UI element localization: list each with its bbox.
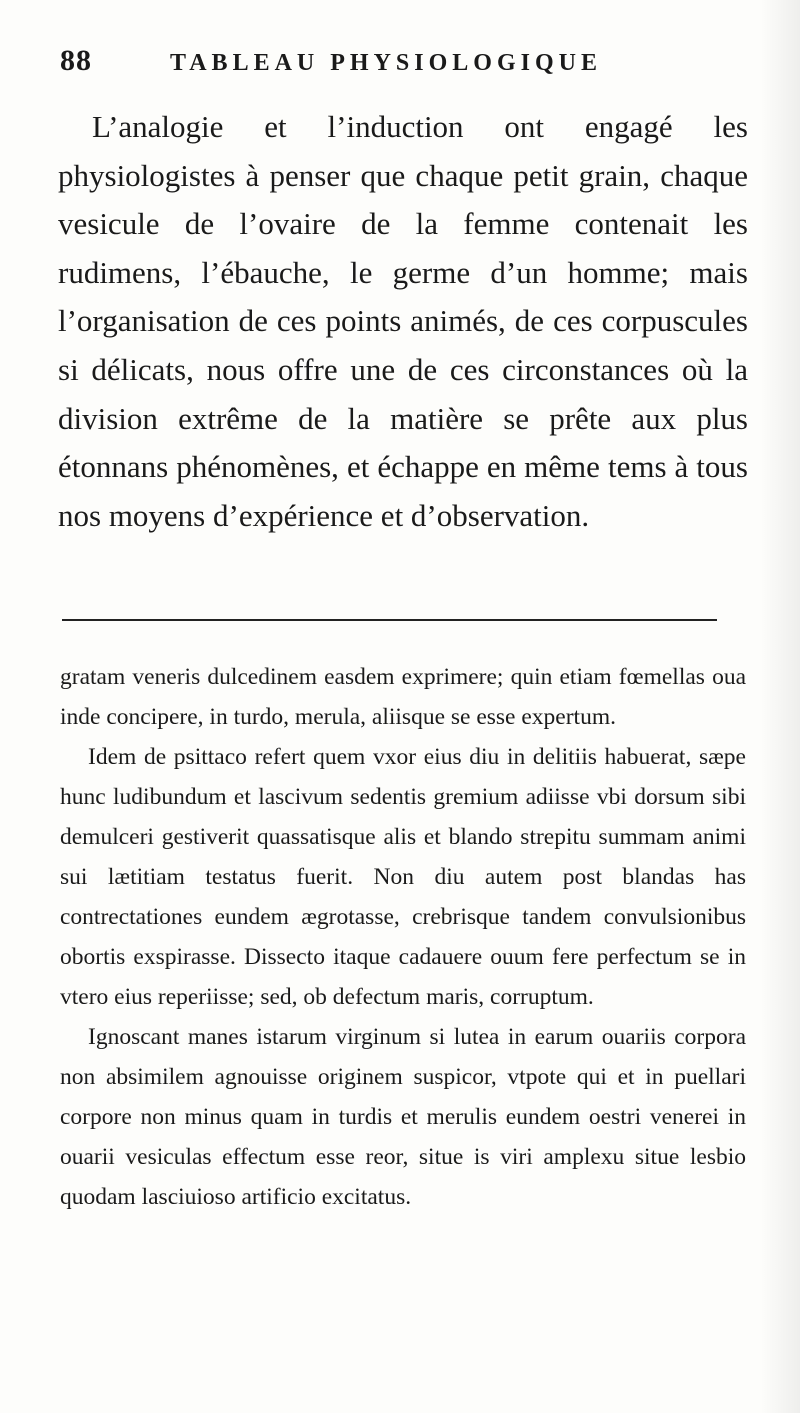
main-text-block <box>58 103 748 540</box>
main-paragraph: L’analogie et l’induction ont engagé les physiologistes à penser que chaque petit grain, chaque vesicule de l’ovaire de la femme contenait les rudimens, l’ébauche, le germe d’un homme; mais l’organisation de ces points animés, de ces corpuscules si délicats, nous offre une de ces circonstances où la division extrême de la matière se prête aux plus étonnans phénomènes, et échappe en même tems à tous nos moyens d’expérience et d’observation. <box>58 109 748 533</box>
page-number: 88 <box>60 44 92 77</box>
page-header <box>60 44 740 84</box>
footnote-paragraph-3: Ignoscant manes istarum virginum si lutea in earum ouariis corpora non absimilem agnouisse originem suspicor, vtpote qui et in puellari corpore non minus quam in turdis et merulis eundem oestri venerei in ouarii vesiculas effectum esse reor, situe is viri amplexu situe lesbio quodam lasciuioso artificio excitatus. <box>60 1024 746 1210</box>
page-edge-shadow <box>760 0 800 1413</box>
footnote-paragraph-1: gratam veneris dulcedinem easdem exprimere; quin etiam fœmellas oua inde concipere, in turdo, merula, aliisque se esse expertum. <box>60 664 746 730</box>
footnote-block <box>60 657 746 1217</box>
footnote-divider <box>62 619 717 621</box>
running-title: TABLEAU PHYSIOLOGIQUE <box>170 50 602 76</box>
footnote-paragraph-2: Idem de psittaco refert quem vxor eius diu in delitiis habuerat, sæpe hunc ludibundum et lascivum sedentis gremium adiisse vbi dorsum sibi demulceri gestiverit quassatisque alis et blando strepitu summam animi sui lætitiam testatus fuerit. Non diu autem post blandas has contrectationes eundem ægrotasse, crebrisque tandem convulsionibus obortis exspirasse. Dissecto itaque cadauere ouum fere perfectum se in vtero eius reperiisse; sed, ob defectum maris, corruptum. <box>60 744 746 1010</box>
